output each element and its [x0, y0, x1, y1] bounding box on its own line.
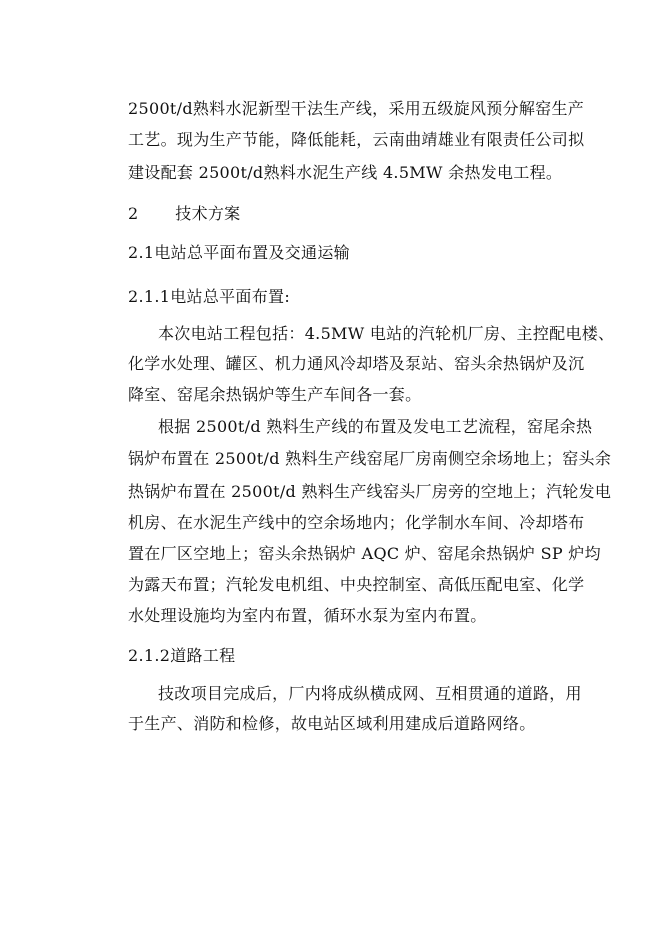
- text-line: 锅炉布置在 2500t/d 熟料生产线窑尾厂房南侧空余场地上；窑头余: [128, 449, 612, 468]
- text-line: 机房、在水泥生产线中的空余场地内；化学制水车间、冷却塔布: [128, 513, 585, 532]
- text-line: 本次电站工程包括：4.5MW 电站的汽轮机厂房、主控配电楼、: [158, 324, 615, 343]
- section-heading: [128, 204, 240, 224]
- section-title: 道路工程: [170, 646, 236, 665]
- text-line: 工艺。现为生产节能，降低能耗，云南曲靖雄业有限责任公司拟: [128, 130, 585, 149]
- section-heading: [128, 646, 235, 666]
- text-line: 热锅炉布置在 2500t/d 熟料生产线窑头厂房旁的空地上；汽轮发电: [128, 482, 612, 501]
- text-line: 水处理设施均为室内布置，循环水泵为室内布置。: [128, 606, 487, 625]
- section-title: 技术方案: [175, 204, 241, 223]
- text-line: 置在厂区空地上；窑头余热锅炉 AQC 炉、窑尾余热锅炉 SP 炉均: [128, 544, 601, 563]
- section-heading: [128, 287, 290, 307]
- section-number: 2.1: [128, 243, 155, 262]
- section-title: 电站总平面布置及交通运输: [154, 243, 350, 262]
- text-line: 根据 2500t/d 熟料生产线的布置及发电工艺流程，窑尾余热: [158, 417, 593, 436]
- section-title: 电站总平面布置:: [170, 287, 291, 306]
- section-number: 2: [128, 204, 139, 223]
- section-number: 2.1.2: [128, 646, 171, 665]
- section-heading: [128, 243, 350, 263]
- text-line: 降室、窑尾余热锅炉等生产车间各一套。: [128, 385, 422, 404]
- text-line: 2500t/d熟料水泥新型干法生产线，采用五级旋风预分解窑生产: [128, 99, 585, 118]
- text-line: 为露天布置；汽轮发电机组、中央控制室、高低压配电室、化学: [128, 575, 585, 594]
- text-line: 技改项目完成后，厂内将成纵横成网、互相贯通的道路，用: [158, 684, 582, 703]
- text-line: 建设配套 2500t/d熟料水泥生产线 4.5MW 余热发电工程。: [128, 163, 563, 182]
- text-line: 于生产、消防和检修，故电站区域利用建成后道路网络。: [128, 714, 536, 733]
- section-number: 2.1.1: [128, 287, 171, 306]
- text-line: 化学水处理、罐区、机力通风冷却塔及泵站、窑头余热锅炉及沉: [128, 354, 585, 373]
